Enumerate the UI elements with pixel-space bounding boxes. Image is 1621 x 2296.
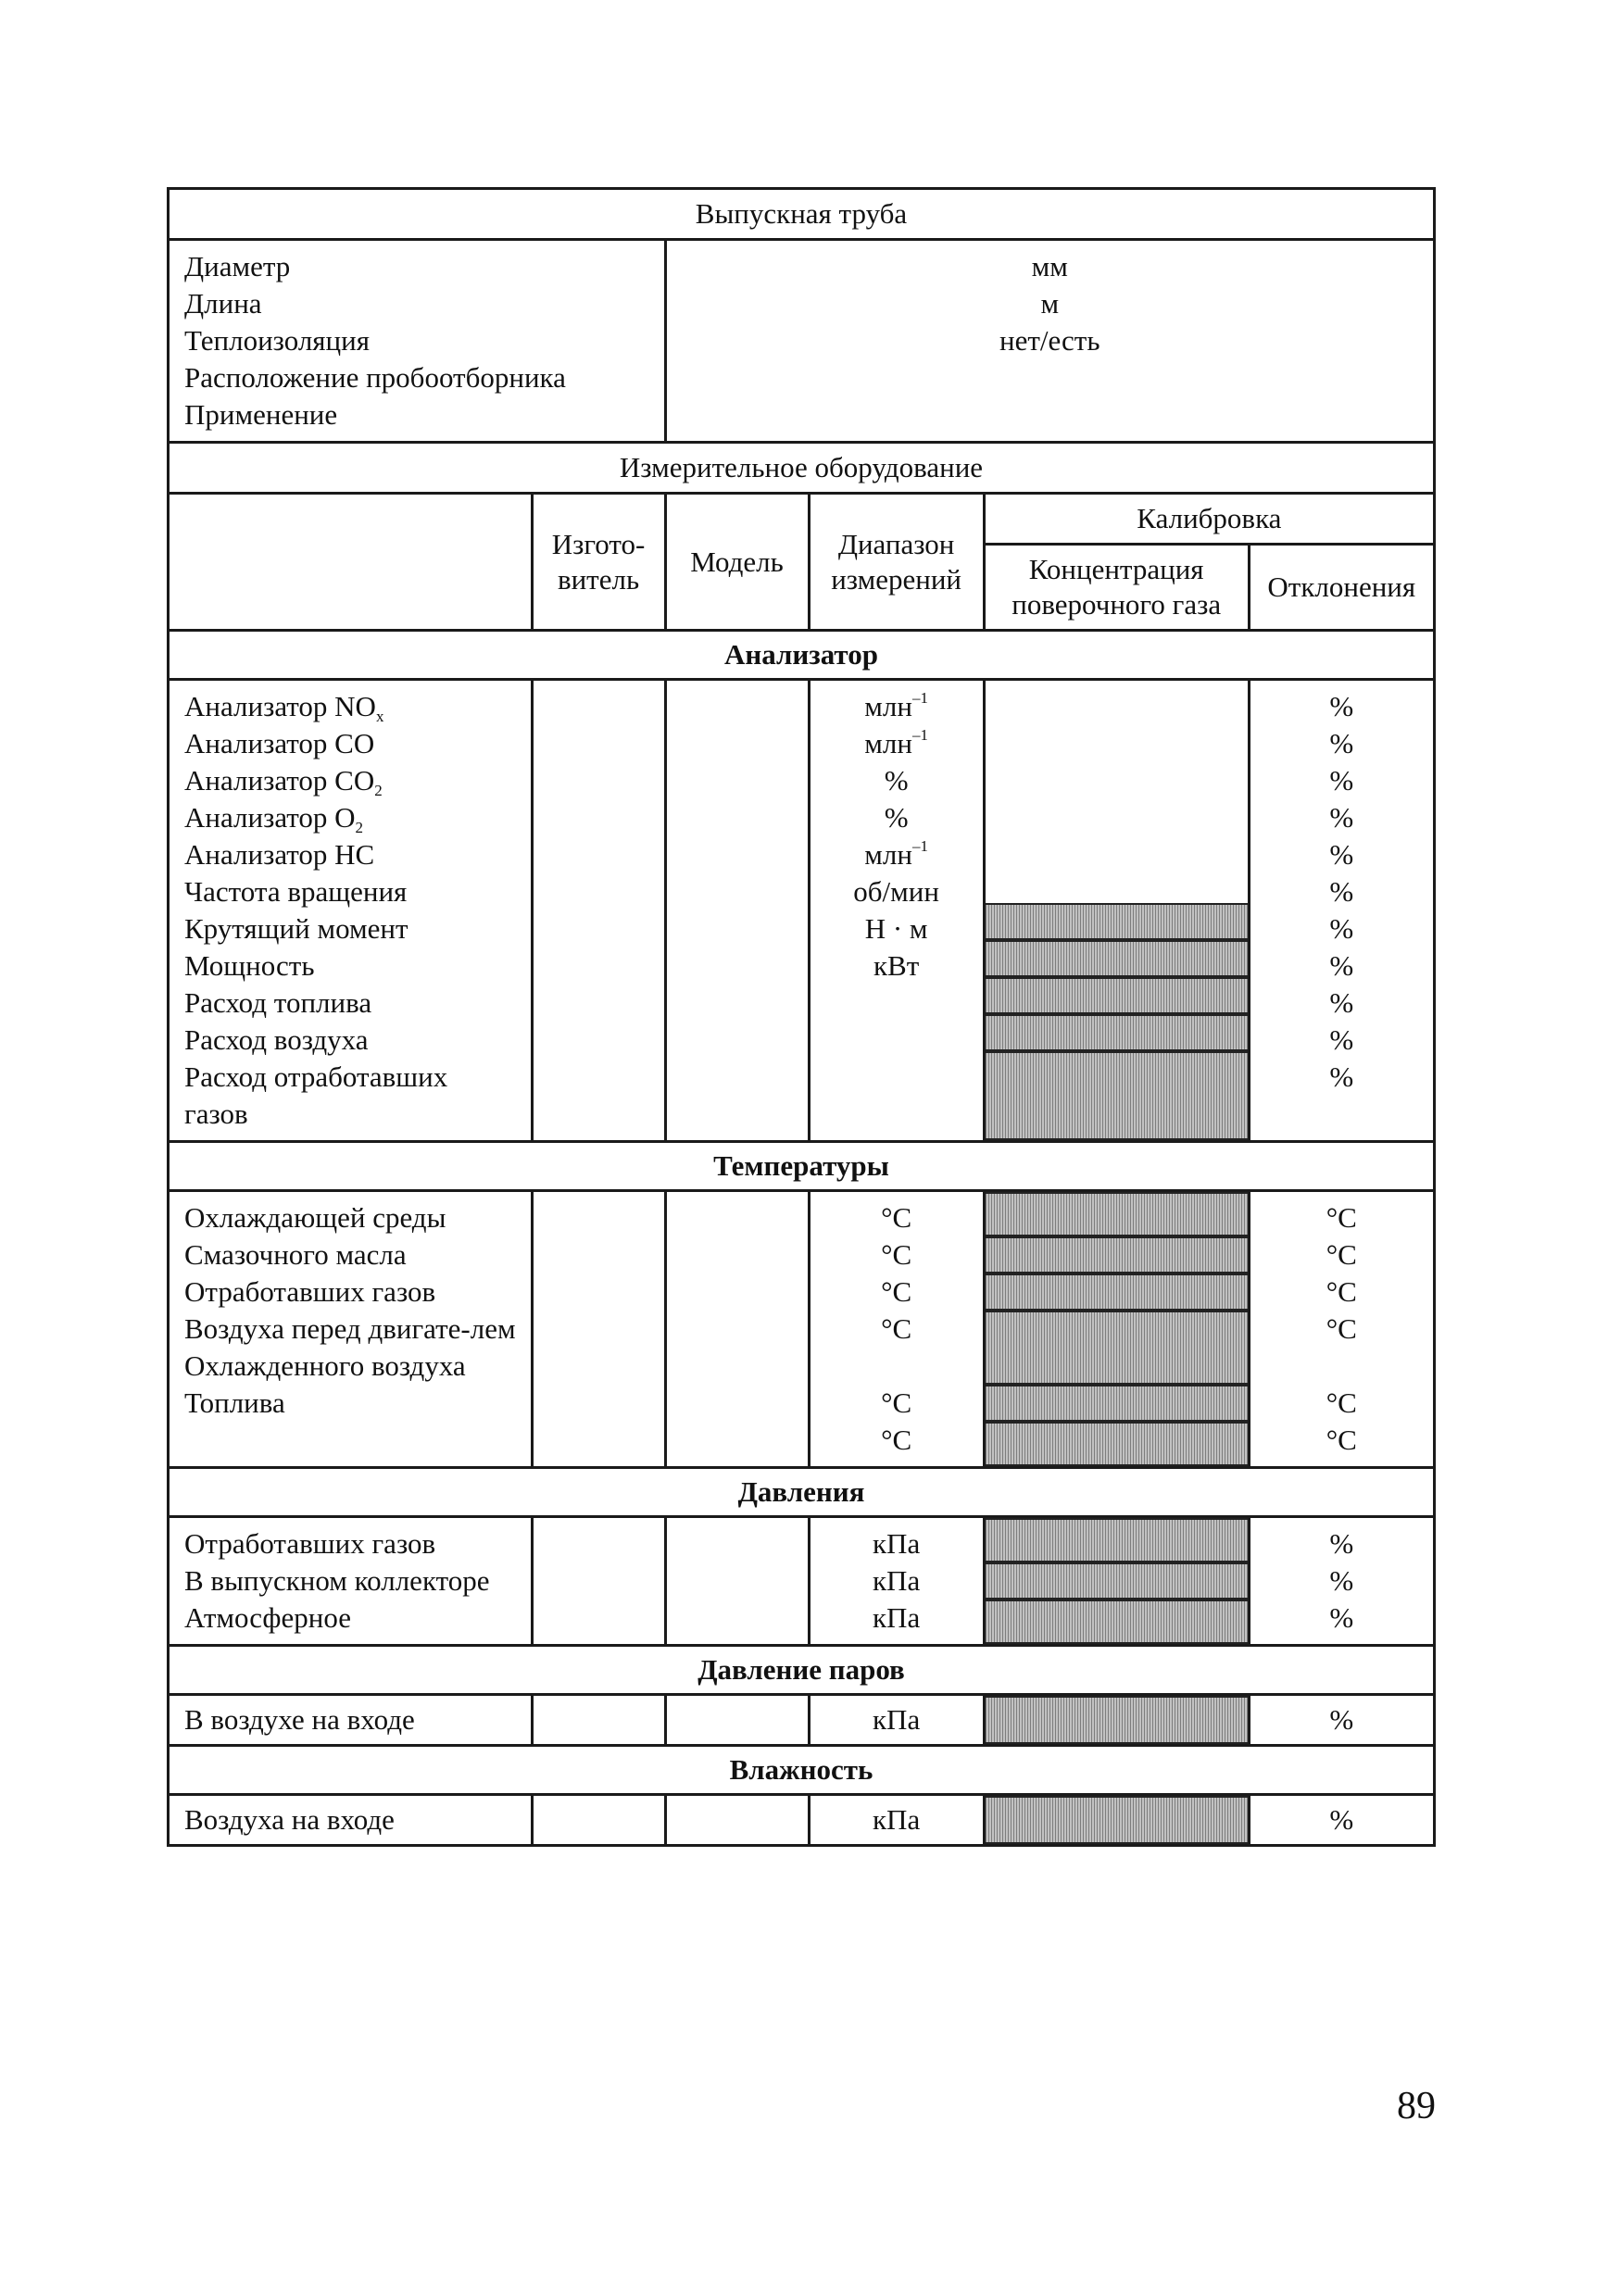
- temp-label-exhaust: Отработавших газов: [184, 1275, 436, 1308]
- pressure-labels: [169, 1517, 533, 1646]
- header-empty-cell: [169, 494, 533, 631]
- temp-label-oil: Смазочного масла: [184, 1238, 407, 1271]
- humidity-concentration-cell: [984, 1795, 1249, 1846]
- pressure-range-cell: [809, 1517, 984, 1646]
- temp-dev-fuel: °С: [1326, 1424, 1357, 1456]
- analyzer-label-nox: Анализатор $NO_x$: [184, 690, 384, 725]
- header-concentration: Концентрация поверочного газа: [984, 545, 1249, 631]
- analyzer-label-rpm: Частота вращения: [184, 875, 408, 908]
- temperature-model-cell: [665, 1191, 809, 1468]
- unit-m: м: [1040, 287, 1060, 320]
- temperature-deviation-cell: [1249, 1191, 1434, 1468]
- temperature-manufacturer-cell: [532, 1191, 665, 1468]
- hatch-temp-coolant: [986, 1192, 1248, 1236]
- hatch-fuel-flow: [986, 977, 1248, 1014]
- temp-dev-coolant: °С: [1326, 1201, 1357, 1234]
- temp-label-intake-air: Воздуха перед двигате-лем: [184, 1312, 516, 1345]
- temp-dev-exhaust: °С: [1326, 1275, 1357, 1308]
- dev-torque: %: [1329, 912, 1354, 945]
- dev-o2: %: [1329, 801, 1354, 834]
- pressure-deviation-cell: [1249, 1517, 1434, 1646]
- analyzer-label-hc: Анализатор НС: [184, 838, 375, 871]
- unit-insulation: нет/есть: [999, 324, 1100, 357]
- analyzer-section-title: Анализатор: [169, 631, 1435, 680]
- dev-hc: %: [1329, 838, 1354, 871]
- pressures-section-title: Давления: [169, 1468, 1435, 1517]
- pressure-model-cell: [665, 1517, 809, 1646]
- hatch-temp-exhaust: [986, 1273, 1248, 1311]
- temp-dev-oil: °С: [1326, 1238, 1357, 1271]
- temperatures-section-title: Температуры: [169, 1142, 1435, 1191]
- header-manufacturer-label: Изгото-витель: [551, 527, 646, 596]
- equipment-form-table: [167, 187, 1436, 1847]
- analyzer-deviation-cell: [1249, 680, 1434, 1142]
- analyzer-label-o2: Анализатор $О_2$: [184, 801, 364, 836]
- hatch-temp-fuel: [986, 1422, 1248, 1466]
- param-length: Длина: [184, 287, 262, 320]
- humidity-range: кПа: [809, 1795, 984, 1846]
- analyzer-label-air-flow: Расход воздуха: [184, 1023, 369, 1056]
- analyzer-model-cell: [665, 680, 809, 1142]
- analyzer-label-exhaust-flow: Расход отработавших газов: [184, 1060, 448, 1130]
- hatch-temp-oil: [986, 1236, 1248, 1273]
- analyzer-label-fuel-flow: Расход топлива: [184, 986, 372, 1019]
- temp-range-fuel: °С: [881, 1424, 912, 1456]
- analyzer-concentration-cell: [984, 680, 1249, 1142]
- pressure-dev-atmospheric: %: [1329, 1601, 1354, 1634]
- dev-co2: %: [1329, 764, 1354, 797]
- humidity-label: Воздуха на входе: [169, 1795, 533, 1846]
- hatch-power: [986, 940, 1248, 977]
- header-range: Диапазон измерений: [809, 494, 984, 631]
- vapor-label: В воздухе на входе: [169, 1695, 533, 1746]
- analyzer-label-torque: Крутящий момент: [184, 912, 408, 945]
- exhaust-units: [665, 240, 1435, 443]
- range-co2: %: [884, 764, 909, 797]
- dev-nox: %: [1329, 690, 1354, 722]
- range-power: кВт: [873, 949, 920, 982]
- vapor-model-cell: [665, 1695, 809, 1746]
- temperature-labels: [169, 1191, 533, 1468]
- temp-range-cooled-air: °С: [881, 1386, 912, 1419]
- param-insulation: Теплоизоляция: [184, 324, 370, 357]
- humidity-manufacturer-cell: [532, 1795, 665, 1846]
- dev-co: %: [1329, 727, 1354, 759]
- temp-range-coolant: °С: [881, 1201, 912, 1234]
- dev-rpm: %: [1329, 875, 1354, 908]
- pressure-range-exhaust: кПа: [873, 1527, 921, 1560]
- hatch-pressure-exhaust: [986, 1518, 1248, 1562]
- pressure-range-atmospheric: кПа: [873, 1601, 921, 1634]
- page-number: 89: [1397, 2085, 1436, 2127]
- range-co: млн$^{-1}$: [864, 726, 928, 759]
- range-o2: %: [884, 801, 909, 834]
- dev-air-flow: %: [1329, 1023, 1354, 1056]
- temperature-concentration-cell: [984, 1191, 1249, 1468]
- vapor-section-title: Давление паров: [169, 1646, 1435, 1695]
- dev-fuel-flow: %: [1329, 986, 1354, 1019]
- analyzer-labels: [169, 680, 533, 1142]
- vapor-deviation: %: [1249, 1695, 1434, 1746]
- humidity-section-title: Влажность: [169, 1746, 1435, 1795]
- exhaust-section-title: Выпускная труба: [169, 189, 1435, 240]
- temp-range-oil: °С: [881, 1238, 912, 1271]
- pressure-range-manifold: кПа: [873, 1564, 921, 1597]
- pressure-manufacturer-cell: [532, 1517, 665, 1646]
- range-hc: млн$^{-1}$: [864, 837, 928, 871]
- pressure-label-exhaust: Отработавших газов: [184, 1527, 436, 1560]
- analyzer-label-co2: Анализатор $СО_2$: [184, 764, 383, 799]
- vapor-concentration-cell: [984, 1695, 1249, 1746]
- exhaust-params: [169, 240, 666, 443]
- header-calibration: Калибровка: [984, 494, 1434, 545]
- temp-range-intake-air: °С: [881, 1312, 912, 1345]
- analyzer-label-power: Мощность: [184, 949, 315, 982]
- range-torque: Н · м: [864, 912, 928, 945]
- temp-dev-cooled-air: °С: [1326, 1386, 1357, 1419]
- range-nox: млн$^{-1}$: [864, 689, 928, 722]
- header-manufacturer: [532, 494, 665, 631]
- pressure-concentration-cell: [984, 1517, 1249, 1646]
- equipment-section-title: Измерительное оборудование: [169, 443, 1435, 494]
- param-application: Применение: [184, 398, 338, 431]
- temp-dev-intake-air: °С: [1326, 1312, 1357, 1345]
- temperature-range-cell: [809, 1191, 984, 1468]
- humidity-deviation: %: [1249, 1795, 1434, 1846]
- dev-power: %: [1329, 949, 1354, 982]
- header-model: Модель: [665, 494, 809, 631]
- hatch-torque: [986, 903, 1248, 940]
- pressure-dev-manifold: %: [1329, 1564, 1354, 1597]
- pressure-dev-exhaust: %: [1329, 1527, 1354, 1560]
- dev-exhaust-flow: %: [1329, 1060, 1354, 1093]
- hatch-air-flow: [986, 1014, 1248, 1051]
- temp-range-exhaust: °С: [881, 1275, 912, 1308]
- range-rpm: об/мин: [853, 875, 939, 908]
- param-diameter: Диаметр: [184, 250, 291, 282]
- unit-mm: мм: [1031, 250, 1068, 282]
- analyzer-label-co: Анализатор СО: [184, 727, 375, 759]
- temp-label-fuel: Топлива: [184, 1386, 285, 1419]
- vapor-range: кПа: [809, 1695, 984, 1746]
- hatch-temp-cooled-air: [986, 1385, 1248, 1422]
- hatch-vapor: [986, 1696, 1248, 1744]
- vapor-manufacturer-cell: [532, 1695, 665, 1746]
- header-deviation: Отклонения: [1249, 545, 1434, 631]
- humidity-model-cell: [665, 1795, 809, 1846]
- hatch-exhaust-flow: [986, 1051, 1248, 1140]
- hatch-humidity: [986, 1796, 1248, 1844]
- analyzer-manufacturer-cell: [532, 680, 665, 1142]
- analyzer-range-cell: [809, 680, 984, 1142]
- hatch-pressure-manifold: [986, 1562, 1248, 1600]
- pressure-label-atmospheric: Атмосферное: [184, 1601, 351, 1634]
- hatch-pressure-atmospheric: [986, 1600, 1248, 1644]
- hatch-temp-intake-air: [986, 1311, 1248, 1385]
- pressure-label-manifold: В выпускном коллекторе: [184, 1564, 490, 1597]
- temp-label-coolant: Охлаждающей среды: [184, 1201, 446, 1234]
- temp-label-cooled-air: Охлажденного воздуха: [184, 1349, 466, 1382]
- param-probe-location: Расположение пробоотборника: [184, 361, 566, 394]
